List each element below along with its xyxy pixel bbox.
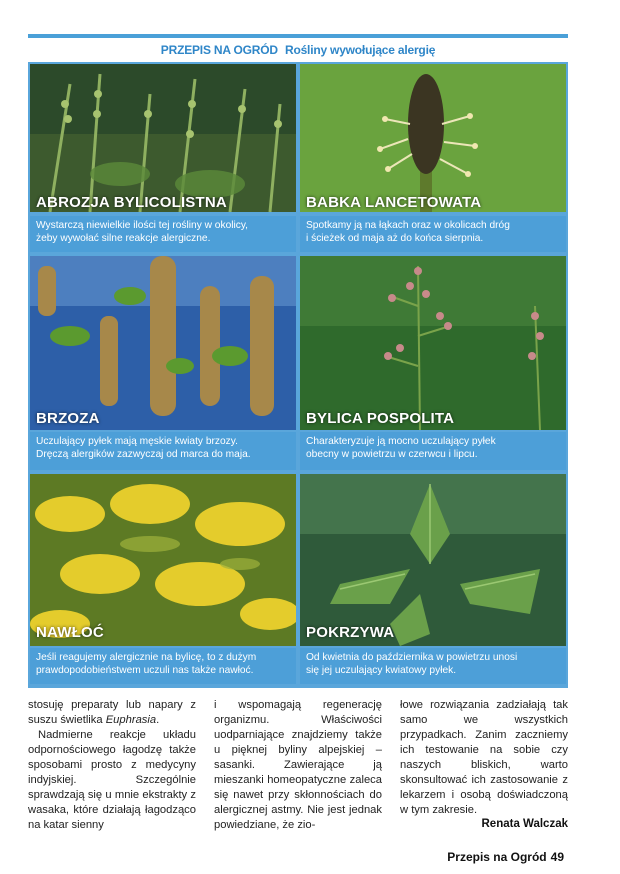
caption-line: żeby wywołać silne reakcje alergiczne. xyxy=(36,232,211,244)
caption-line: Jeśli reagujemy alergicznie na bylicę, to z dużym xyxy=(36,652,257,663)
plant-caption xyxy=(300,216,566,252)
caption-line: Od kwietnia do października w powietrzu unosi xyxy=(306,652,518,663)
plant-photo xyxy=(300,474,566,646)
plant-photo xyxy=(30,474,296,646)
article-column xyxy=(400,698,568,818)
page-header xyxy=(28,40,568,60)
latin-name: Euphrasia xyxy=(105,714,157,726)
plant-name: BYLICA POSPOLITA xyxy=(306,410,455,427)
page-number: 49 xyxy=(550,850,564,864)
plant-name: BRZOZA xyxy=(36,410,100,427)
plant-card xyxy=(300,474,566,686)
plant-caption xyxy=(30,216,296,252)
caption-line: Uczulający pyłek mają męskie kwiaty brzozy. xyxy=(36,436,238,447)
caption-line: Wystarczą niewielkie ilości tej rośliny w okolicy, xyxy=(36,220,249,231)
plant-caption xyxy=(300,648,566,684)
caption-line: Charakteryzuje ją mocno uczulający pyłek xyxy=(306,436,496,447)
plant-caption xyxy=(300,432,566,470)
plant-photo xyxy=(300,64,566,212)
caption-line: i ścieżek od maja aż do końca sierpnia. xyxy=(306,232,484,244)
article-column xyxy=(28,698,196,833)
plant-card xyxy=(300,256,566,472)
caption-line: się jej uczulający kwiatowy pyłek. xyxy=(306,664,457,676)
article-column xyxy=(214,698,382,833)
plant-photo xyxy=(30,64,296,212)
plant-card xyxy=(30,256,296,472)
article-body xyxy=(28,698,568,838)
caption-line: obecny w powietrzu w czerwcu i lipcu. xyxy=(306,448,478,460)
plant-caption xyxy=(30,648,296,684)
plant-photo xyxy=(30,256,296,430)
magazine-name: Przepis na Ogród xyxy=(447,850,547,864)
paragraph: Nadmierne reakcje układu odpornościowego łagodzę także sposobami prosto z medycyny indyjskiej. Szczególnie sprawdzają się u mnie ekstrakty z wasaka, które działają łagodząco na katar sienny xyxy=(28,729,196,831)
section-title: PRZEPIS NA OGRÓD xyxy=(160,43,278,57)
top-rule xyxy=(28,34,568,38)
plant-card xyxy=(300,64,566,254)
plant-caption xyxy=(30,432,296,470)
plant-card xyxy=(30,64,296,254)
plant-card xyxy=(30,474,296,686)
plant-name: POKRZYWA xyxy=(306,624,395,641)
section-subtitle: Rośliny wywołujące alergię xyxy=(284,43,436,57)
plant-name: BABKA LANCETOWATA xyxy=(306,194,482,211)
plants-grid xyxy=(28,62,568,688)
paragraph: łowe rozwiązania zadziałają tak samo we wszystkich przypadkach. Zanim zaczniemy ich testowanie na sobie czy naszych bliskich, warto skonsultować ich zastosowanie z lekarzem i osobą doświadczoną w tym zakresie. xyxy=(400,699,568,816)
caption-line: Spotkamy ją na łąkach oraz w okolicach dróg xyxy=(306,220,510,231)
plant-name: NAWŁOĆ xyxy=(36,624,104,641)
plant-photo xyxy=(300,256,566,430)
caption-line: Dręczą alergików zazwyczaj od marca do maja. xyxy=(36,448,251,460)
page-footer xyxy=(447,850,564,864)
paragraph: i wspomagają regenerację organizmu. Właściwości uodparniające znajdziemy także u pięknej byliny alpejskiej – sasanki. Zawierające ją mieszanki homeopatyczne zaleca się nawet przy skłonnościach do alergicznej astmy. Nie jest jednak powiedziane, że zio- xyxy=(214,699,382,831)
author-signature: Renata Walczak xyxy=(481,818,568,830)
plant-name: ABROZJA BYLICOLISTNA xyxy=(36,194,227,211)
paragraph: stosuję preparaty lub napary z suszu świetlika Euphrasia. xyxy=(28,699,196,726)
caption-line: prawdopodobieństwem uczuli nas także nawłoć. xyxy=(36,664,254,676)
